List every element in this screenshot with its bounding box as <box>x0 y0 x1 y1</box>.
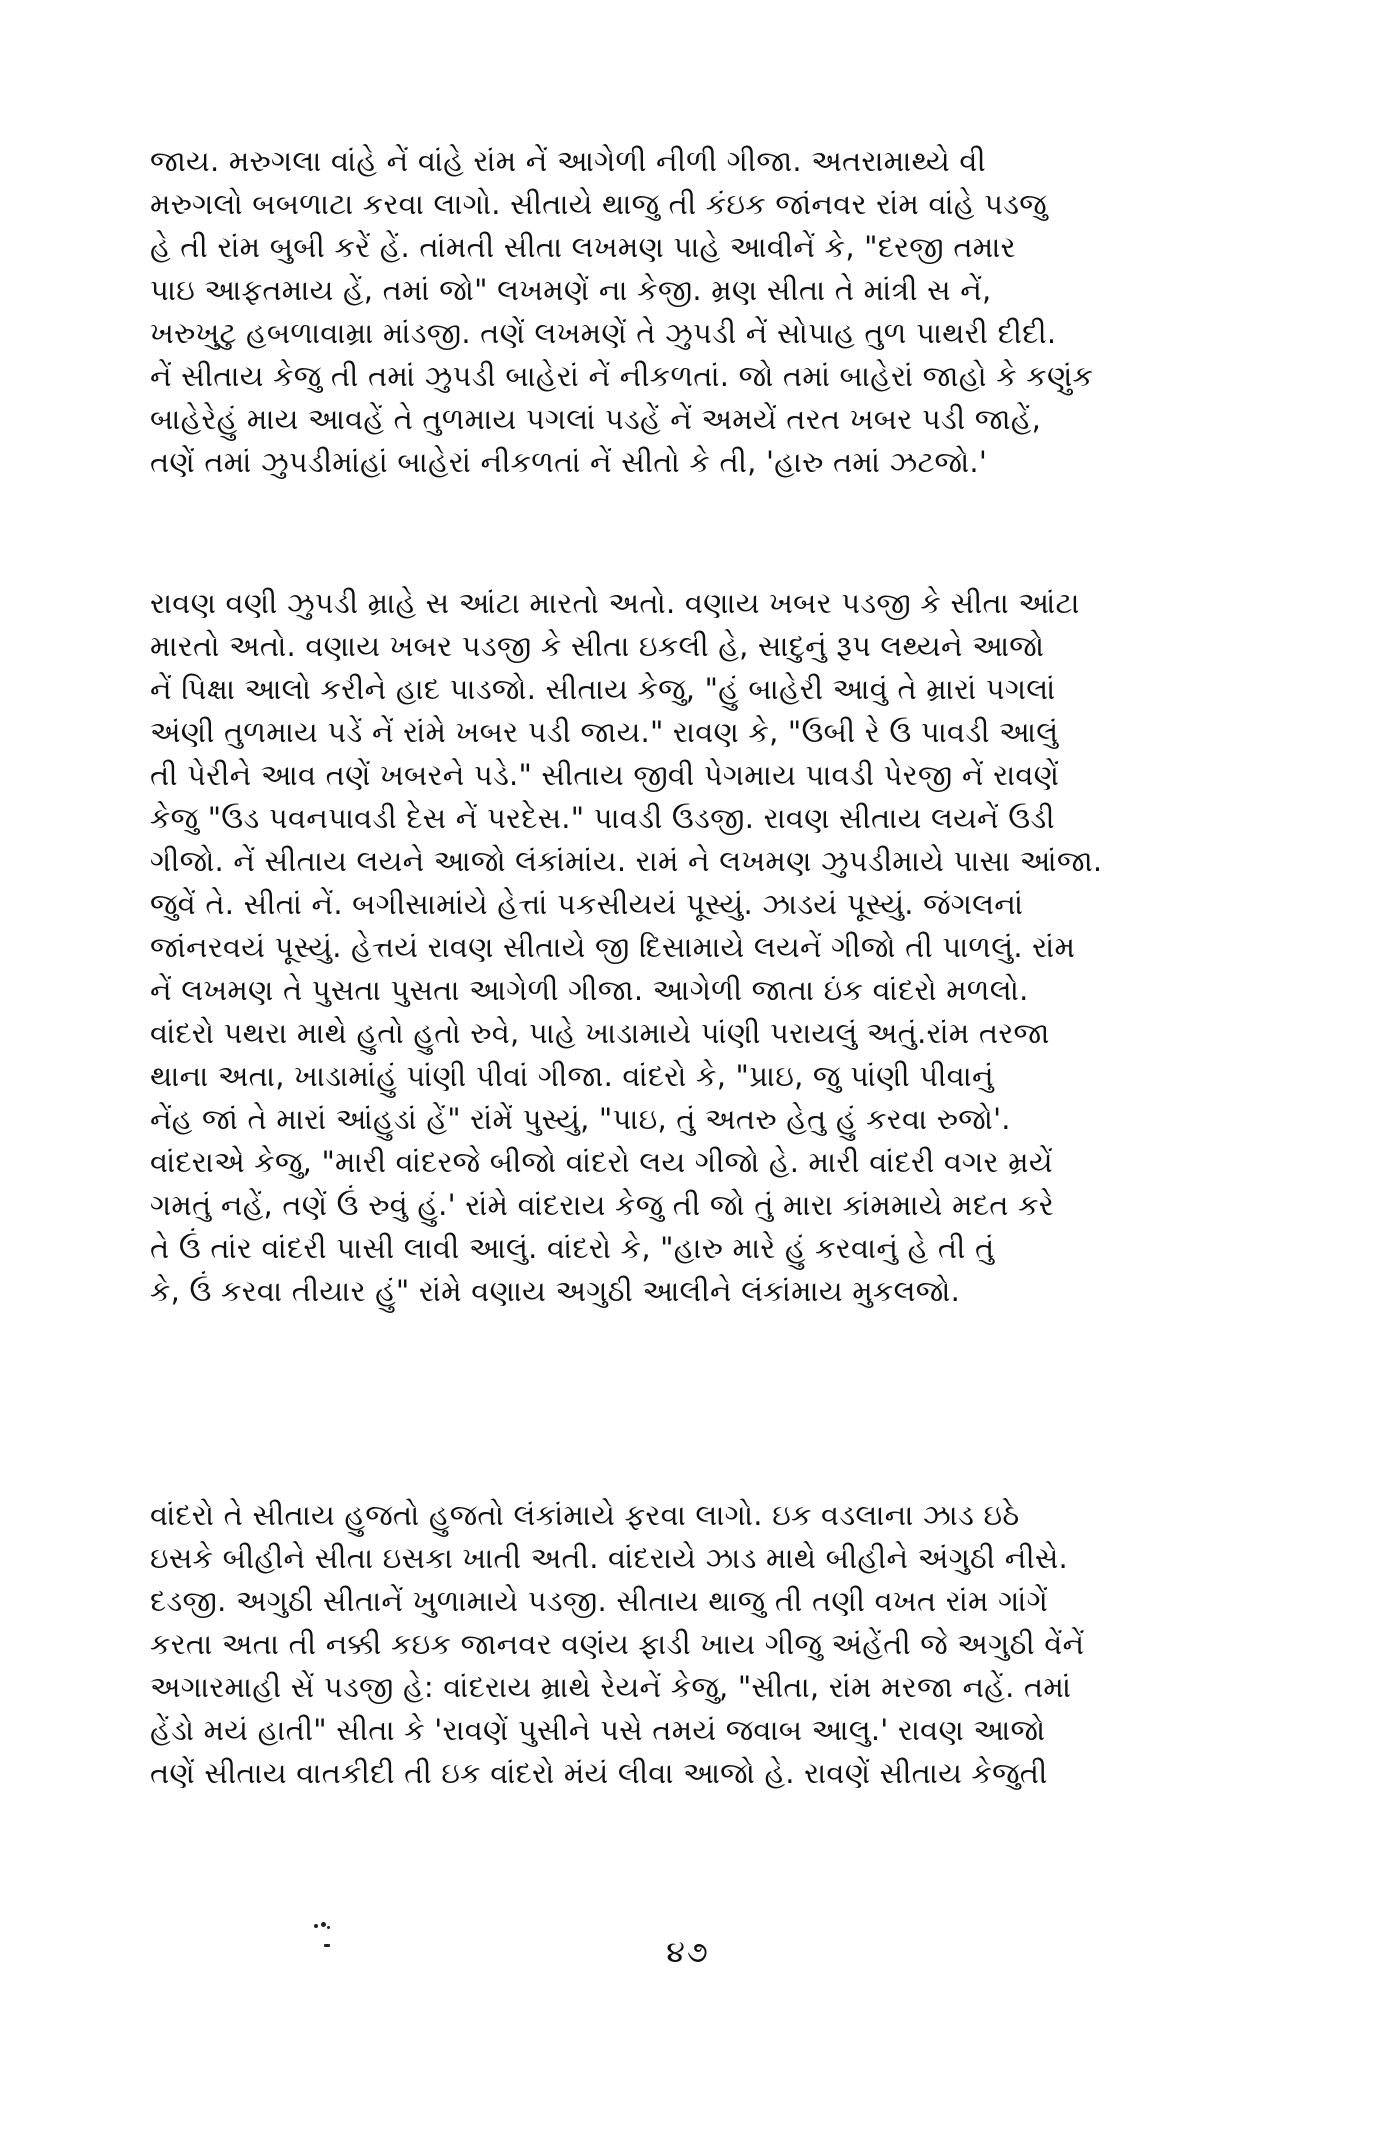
text-line: અગારમાહી સેં પડજી હે: વાંદરાય મ્રાથે રેયનેં કેજુ, "સીતા, રાંમ મરજા નહેં. તમાં <box>150 1670 1072 1704</box>
text-line: ગીજો. નેં સીતાય લયને આજો લંકાંમાંય. રામં ને લખમણ ઝુપડીમાયે પાસા આંજા. <box>150 844 1103 878</box>
text-line: નેંહ જાં તે મારાં આંહુડાં હેં" રાંમેં પુસ્યું, "પાઇ, તું અતરુ હેતુ હું કરવા રુજો'. <box>150 1102 1011 1136</box>
text-line: વાંદરાએ કેજુ, "મારી વાંદરજે બીજો વાંદરો લય ગીજો હે. મારી વાંદરી વગર મ્રયેં <box>150 1145 1053 1179</box>
paragraph-1 <box>150 140 1230 484</box>
text-line: જાંનરવયં પૂસ્યું. હેત્તયં રાવણ સીતાયે જી દિસામાયે લયનેં ગીજો તી પાળલું. રાંમ <box>150 930 1076 964</box>
text-line: કેજુ "ઉડ પવનપાવડી દેસ નેં પરદેસ." પાવડી ઉડજી. રાવણ સીતાય લયનેં ઉડી <box>150 801 1055 835</box>
text-line: જુવેં તે. સીતાં નેં. બગીસામાંયે હેત્તાં પકસીયયં પૂસ્યું. ઝાડયં પૂસ્યું. જંગલનાં <box>150 887 1024 921</box>
text-line: નેં સીતાય કેજુ તી તમાં ઝુપડી બાહેરાં નેં નીકળતાં. જો તમાં બાહેરાં જાહો કે કણુંક <box>150 359 1094 393</box>
text-line: કે, ઉં કરવા તીયાર હું" રાંમે વણાય અગુઠી આલીને લંકાંમાય મુકલજો. <box>150 1274 961 1308</box>
text-line: અંણી તુળમાય પડેં નેં રાંમે ખબર પડી જાય." રાવણ કે, "ઉબી રે ઉ પાવડી આલું <box>150 715 1059 749</box>
text-line: પાઇ આફતમાય હેં, તમાં જો" લખમણેં ના કેજી. મ્રણ સીતા તે માંત્રી સ નેં, <box>150 273 992 307</box>
text-line: ખરુખુટુ હબળાવામ્રા માંડજી. તણેં લખમણેં તે ઝુપડી નેં સોપાહ તુળ પાથરી દીદી. <box>150 316 1057 350</box>
text-line: વાંદરો પથરા માથે હુતો હુતો રુવે, પાહે ખાડામાયે પાંણી પરાયલું અતું.રાંમ તરજા <box>150 1016 1050 1050</box>
text-line: નેં લખમણ તે પુસતા પુસતા આગેળી ગીજા. આગેળી જાતા ઇંક વાંદરો મળલો. <box>150 973 1029 1007</box>
text-line: જાય. મરુગલા વાંહે નેં વાંહે રાંમ નેં આગેળી નીળી ગીજા. અતરામાથ્યે વી <box>150 144 986 178</box>
text-line: ઇસકે બીહીને સીતા ઇસકા ખાતી અતી. વાંદરાયે ઝાડ માથે બીહીને અંગુઠી નીસે. <box>150 1541 1068 1575</box>
text-line: તી પેરીને આવ તણેં ખબરને પડે." સીતાય જીવી પેગમાય પાવડી પેરજી નેં રાવણેં <box>150 758 1060 792</box>
text-line: દડજી. અગુઠી સીતાનેં ખુળામાયે પડજી. સીતાય થાજુ તી તણી વખત રાંમ ગાંગેં <box>150 1584 1048 1618</box>
text-line: નેં પિક્ષા આલો કરીને હાદ પાડજો. સીતાય કેજુ, "હું બાહેરી આવું તે મ્રારાં પગલાં <box>150 672 1056 706</box>
text-line: કરતા અતા તી નક્કી કઇક જાનવર વણંય ફાડી ખાય ગીજુ અંહેંતી જે અગુઠી વેંનેં <box>150 1627 1085 1661</box>
paragraph-3 <box>150 1494 1230 1795</box>
text-line: મારતો અતો. વણાય ખબર પડજી કે સીતા ઇકલી હે, સાદુનું રૂપ લથ્યને આજો <box>150 629 1045 663</box>
text-line: તણેં સીતાય વાતકીદી તી ઇક વાંદરો મંયં લીવા આજો હે. રાવણેં સીતાય કેજુતી <box>150 1756 1048 1790</box>
text-line: મરુગલો બબળાટા કરવા લાગો. સીતાયે થાજુ તી કંઇક જાંનવર રાંમ વાંહે પડજુ <box>150 187 1047 221</box>
text-line: બાહેરેહું માય આવહેં તે તુળમાય પગલાં પડહેં નેં અમયેં તરત ખબર પડી જાહેં, <box>150 402 1042 436</box>
text-line: રાવણ વણી ઝુપડી મ્રાહે સ આંટા મારતો અતો. વણાય ખબર પડજી કે સીતા આંટા <box>150 586 1080 620</box>
text-line: તણેં તમાં ઝુપડીમાંહાં બાહેરાં નીકળતાં નેં સીતો કે તી, 'હારુ તમાં ઝટજો.' <box>150 445 988 479</box>
text-line: હે તી રાંમ બુબી કરેં હેં. તાંમતી સીતા લખમણ પાહે આવીનેં કે, "દરજી તમાર <box>150 230 1016 264</box>
text-line: ગમતું નહેં, તણેં ઉં રુવું હું.' રાંમે વાંદરાય કેજુ તી જો તું મારા કાંમમાયે મદત કરે <box>150 1188 1054 1222</box>
text-line: હેંડો મયં હાતી" સીતા કે 'રાવણેં પુસીને પસે તમયં જવાબ આલુ.' રાવણ આજો <box>150 1713 1046 1747</box>
page-number: ૪૭ <box>666 1935 710 1970</box>
paragraph-2 <box>150 582 1230 1313</box>
text-line: થાના અતા, ખાડામાંહું પાંણી પીવાં ગીજા. વાંદરો કે, "પ્રાઇ, જુ પાંણી પીવાનું <box>150 1059 994 1093</box>
text-line: વાંદરો તે સીતાય હુજતો હુજતો લંકાંમાયે ફરવા લાગો. ઇક વડલાના ઝાડ ઇઠે <box>150 1498 1020 1532</box>
text-line: તે ઉં તાંર વાંદરી પાસી લાવી આલું. વાંદરો કે, "હારુ મારે હું કરવાનું હે તી તું <box>150 1231 995 1265</box>
